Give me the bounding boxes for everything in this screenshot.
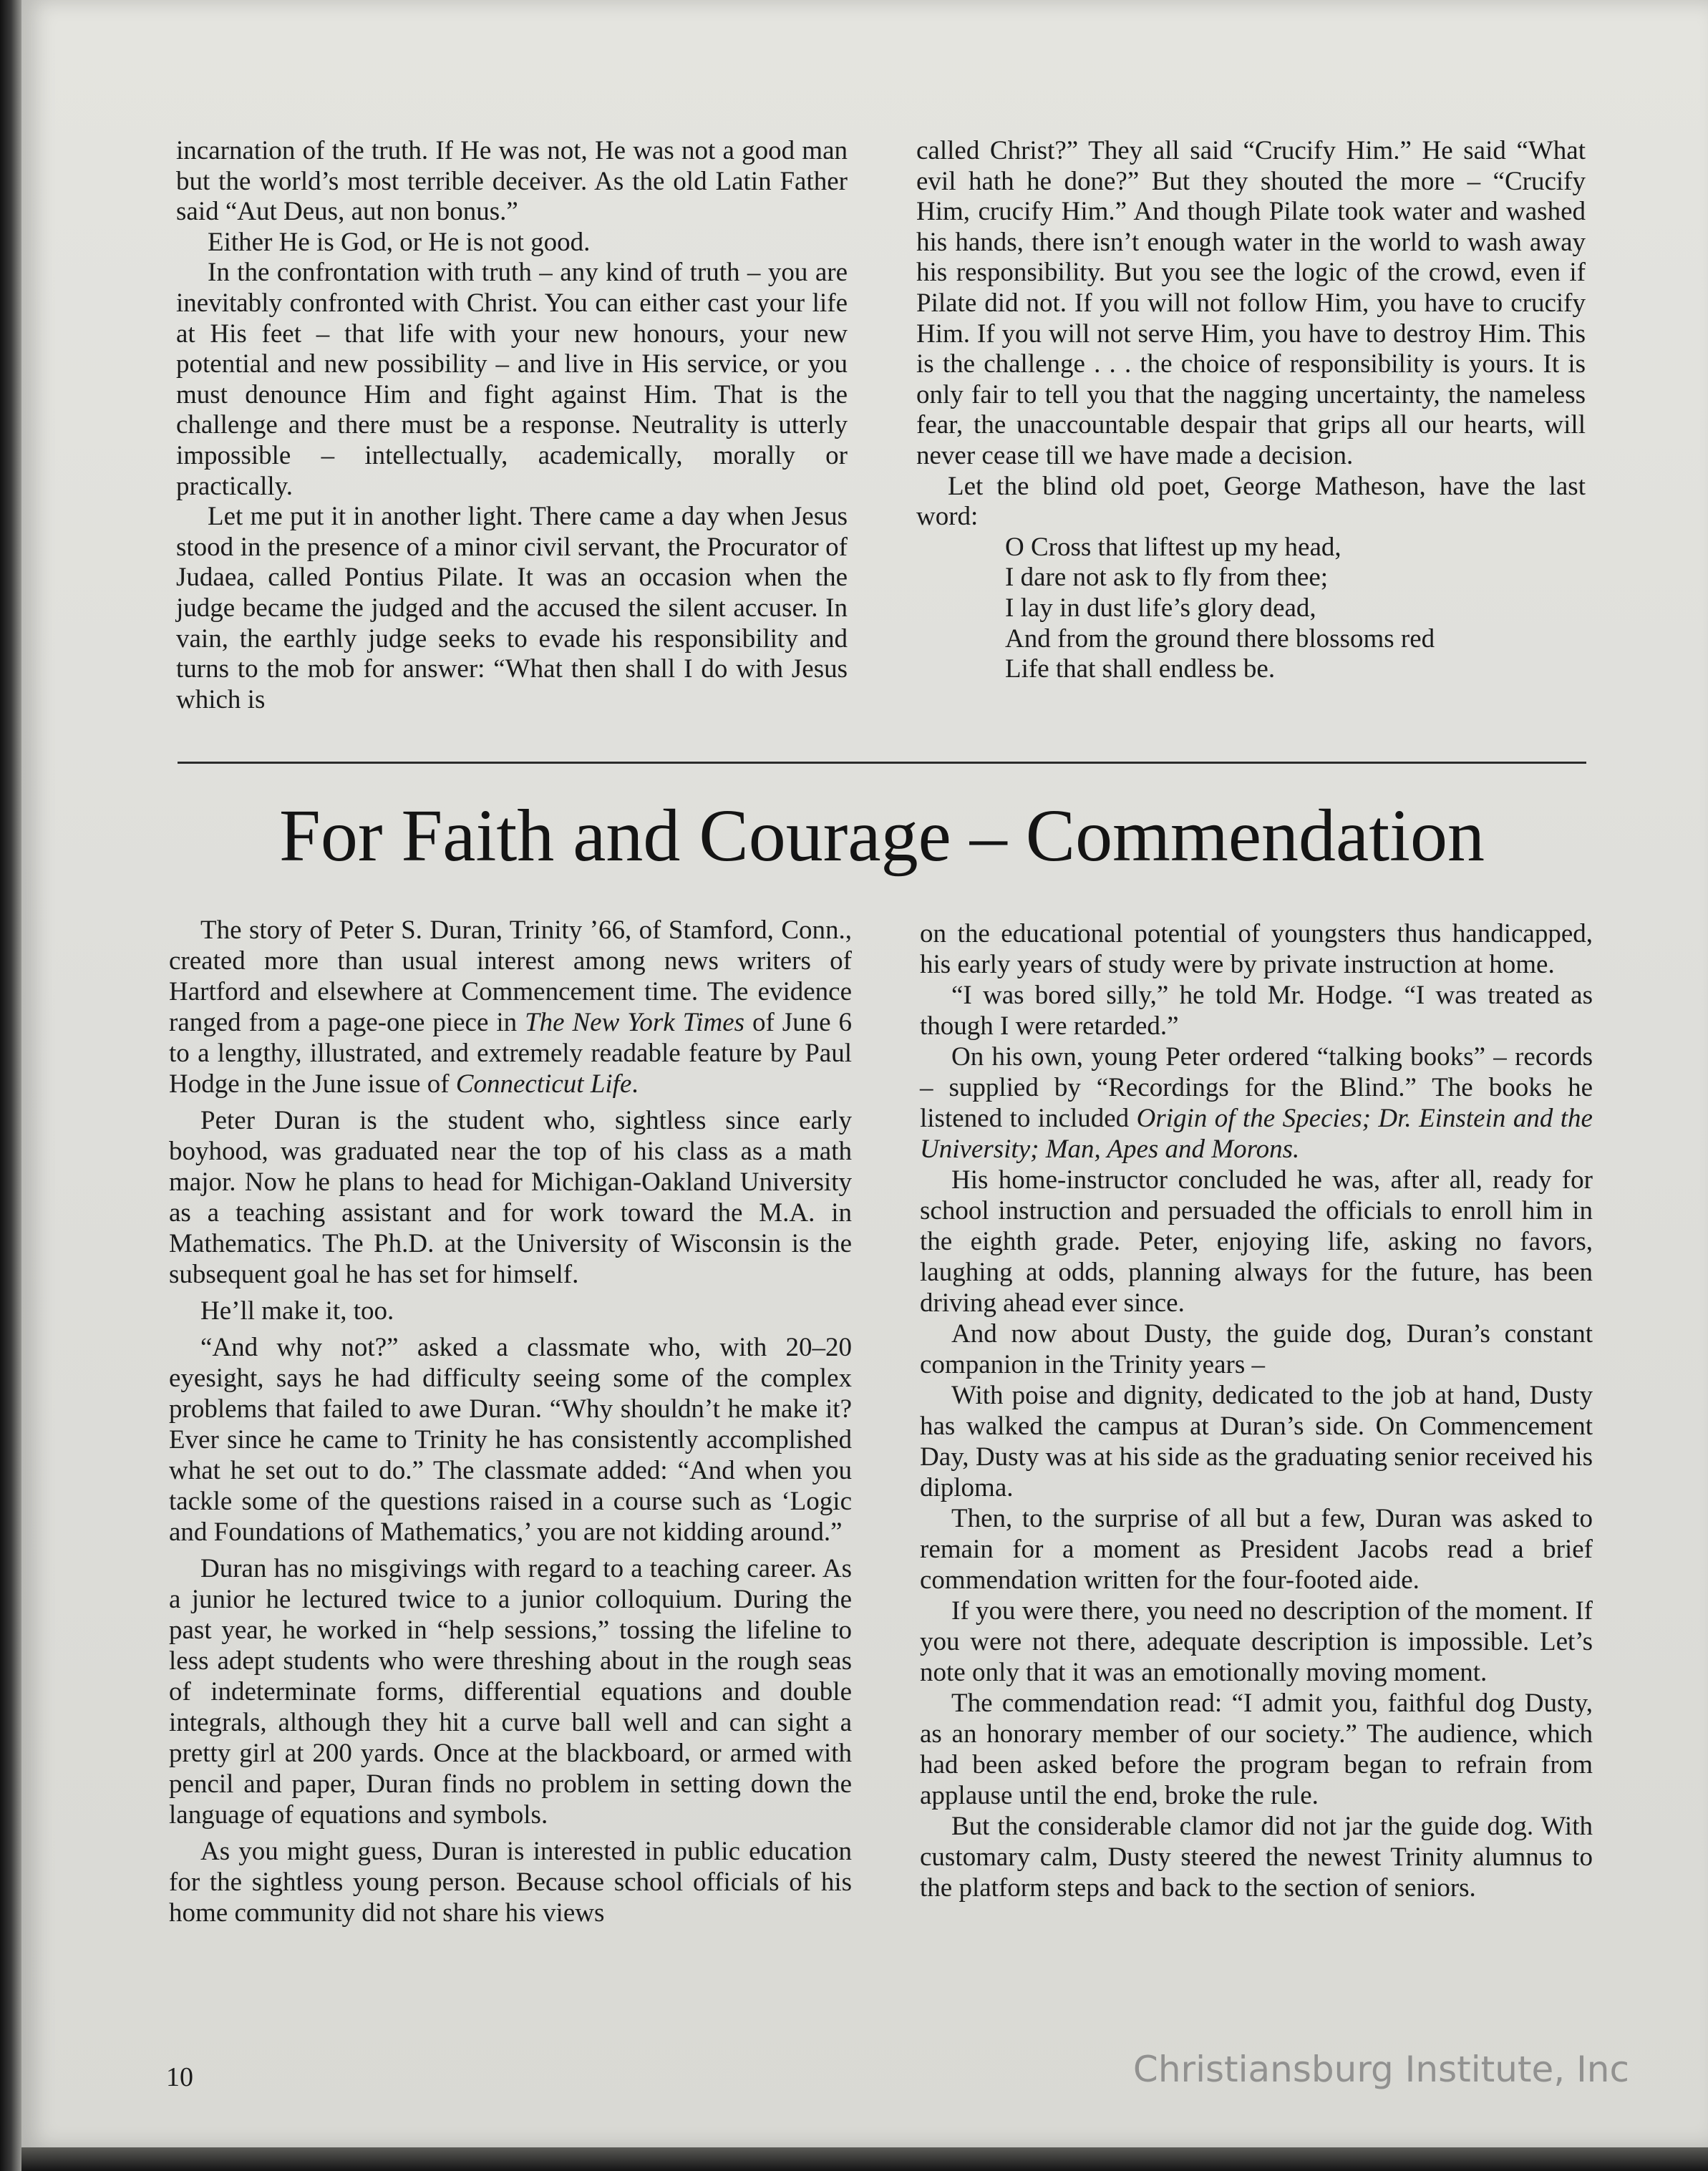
paragraph: Then, to the surprise of all but a few, Duran was asked to remain for a moment as President Jacobs read a brief commendation written for the four-footed aide. [920,1504,1593,1595]
poem-line: And from the ground there blossoms red [1005,623,1435,654]
page-bottom-shadow [21,2147,1708,2171]
text-run: The story of Peter S. Duran, Trinity ’66, of Stamford, Conn., created more than usual interest among news writers of Hartford and elsewhere at Commencement time. The evidence ranged from a page-one piece in [169,915,852,1037]
bottom-right-column [920,918,1593,1903]
paragraph: Duran has no misgivings with regard to a teaching career. As a junior he lectured twice to a junior colloquium. During the past year, he worked in “help sessions,” tossing the lifeline to less adept students who were threshing about in the rough seas of indeterminate forms, differential equations and double integrals, although they hit a curve ball well and can sight a pretty girl at 200 yards. Once at the blackboard, or armed with pencil and paper, Duran finds no problem in setting down the language of equations and symbols. [169,1554,852,1830]
paragraph: Let the blind old poet, George Matheson, have the last word: [916,471,1586,532]
paragraph: And now about Dusty, the guide dog, Duran’s constant companion in the Trinity years – [920,1319,1593,1379]
paragraph: But the considerable clamor did not jar the guide dog. With customary calm, Dusty steered the newest Trinity alumnus to the platform steps and back to the section of seniors. [920,1812,1593,1903]
paragraph: called Christ?” They all said “Crucify Him.” He said “What evil hath he done?” But they shouted the more – “Crucify Him, crucify Him.” And though Pilate took water and washed his hands, there isn’t enough water in the world to wash away his responsibility. But you see the logic of the crowd, even if Pilate did not. If you will not follow Him, you have to crucify Him. If you will not serve Him, you have to destroy Him. This is the challenge . . . the choice of responsibility is yours. It is only fair to tell you that the nagging uncertainty, the nameless fear, the unaccountable despair that grips all our hearts, will never cease till we have made a decision. [916,136,1586,470]
paragraph: Peter Duran is the student who, sightless since early boyhood, was graduated near the top of his class as a math major. Now he plans to head for Michigan-Oakland University as a teaching assistant and for work toward the M.A. in Mathematics. The Ph.D. at the University of Wisconsin is the subsequent goal he has set for himself. [169,1106,852,1289]
article-headline: For Faith and Courage – Commendation [278,795,1485,877]
top-left-column [176,136,848,715]
section-divider [178,762,1586,764]
watermark: Christiansburg Institute, Inc [1132,2049,1629,2090]
poem-line: I lay in dust life’s glory dead, [1005,593,1316,623]
paragraph: As you might guess, Duran is interested in public education for the sightless young person. Because school officials of his home community did not share his views [169,1837,852,1928]
poem-line: O Cross that liftest up my head, [1005,532,1341,562]
publication-title: Connecticut Life [455,1069,632,1099]
poem [1005,533,1586,685]
poem-line: I dare not ask to fly from thee; [1005,563,1329,593]
paragraph [169,915,852,1099]
paragraph: With poise and dignity, dedicated to the job at hand, Dusty has walked the campus at Duran’s side. On Commencement Day, Dusty was at his side as the graduating senior received his diploma. [920,1381,1593,1502]
paragraph: on the educational potential of youngsters thus handicapped, his early years of study were by private instruction at home. [920,919,1593,979]
text-run: . [631,1069,639,1099]
text-run: of June 6 to a lengthy, illustrated, and extremely readable feature by Paul Hodge in the June issue of [169,1008,852,1099]
page-number: 10 [166,2062,193,2092]
top-right-column [916,136,1586,685]
paragraph [920,1041,1593,1165]
paragraph: “And why not?” asked a classmate who, with 20–20 eyesight, says he had difficulty seeing some of the complex problems that failed to awe Duran. “Why shouldn’t he make it? Ever since he came to Trinity he has consistently accomplished what he set out to do.” The classmate added: “And when you tackle some of the questions raised in a course such as ‘Logic and Foundations of Mathematics,’ you are not kidding around.” [169,1333,852,1547]
text-run: On his own, young Peter ordered “talking books” – records – supplied by “Recordings for the Blind.” The books he listened to included [920,1042,1593,1133]
book-titles: Origin of the Species; Dr. Einstein and the University; Man, Apes and Morons. [920,1104,1593,1164]
bottom-left-column [169,915,852,1928]
paragraph: In the confrontation with truth – any kind of truth – you are inevitably confronted with Christ. You can either cast your life at His feet – that life with your new honours, your new potential and new possibility – and live in His service, or you must denounce Him and fight against Him. That is the challenge and there must be a response. Neutrality is utterly impossible – intellectually, academically, morally or practically. [176,258,848,501]
paragraph: He’ll make it, too. [200,1296,394,1326]
paragraph: Either He is God, or He is not good. [208,227,591,257]
paragraph: Let me put it in another light. There came a day when Jesus stood in the presence of a minor civil servant, the Procurator of Judaea, called Pontius Pilate. It was an occasion when the judge became the judged and the accused the silent accuser. In vain, the earthly judge seeks to evade his responsibility and turns to the mob for answer: “What then shall I do with Jesus which is [176,502,848,714]
paragraph: If you were there, you need no description of the moment. If you were not there, adequate description is impossible. Let’s note only that it was an emotionally moving moment. [920,1596,1593,1687]
paragraph: The commendation read: “I admit you, faithful dog Dusty, as an honorary member of our society.” The audience, which had been asked before the program began to refrain from applause until the end, broke the rule. [920,1689,1593,1810]
paragraph: “I was bored silly,” he told Mr. Hodge. “I was treated as though I were retarded.” [920,981,1593,1041]
paragraph: incarnation of the truth. If He was not, He was not a good man but the world’s most terrible deceiver. As the old Latin Father said “Aut Deus, aut non bonus.” [176,136,848,227]
publication-title: The New York Times [525,1008,745,1037]
poem-line: Life that shall endless be. [1005,654,1276,684]
paragraph: His home-instructor concluded he was, after all, ready for school instruction and persuaded the officials to enroll him in the eighth grade. Peter, enjoying life, asking no favors, laughing at odds, planning always for the future, has been driving ahead ever since. [920,1165,1593,1318]
